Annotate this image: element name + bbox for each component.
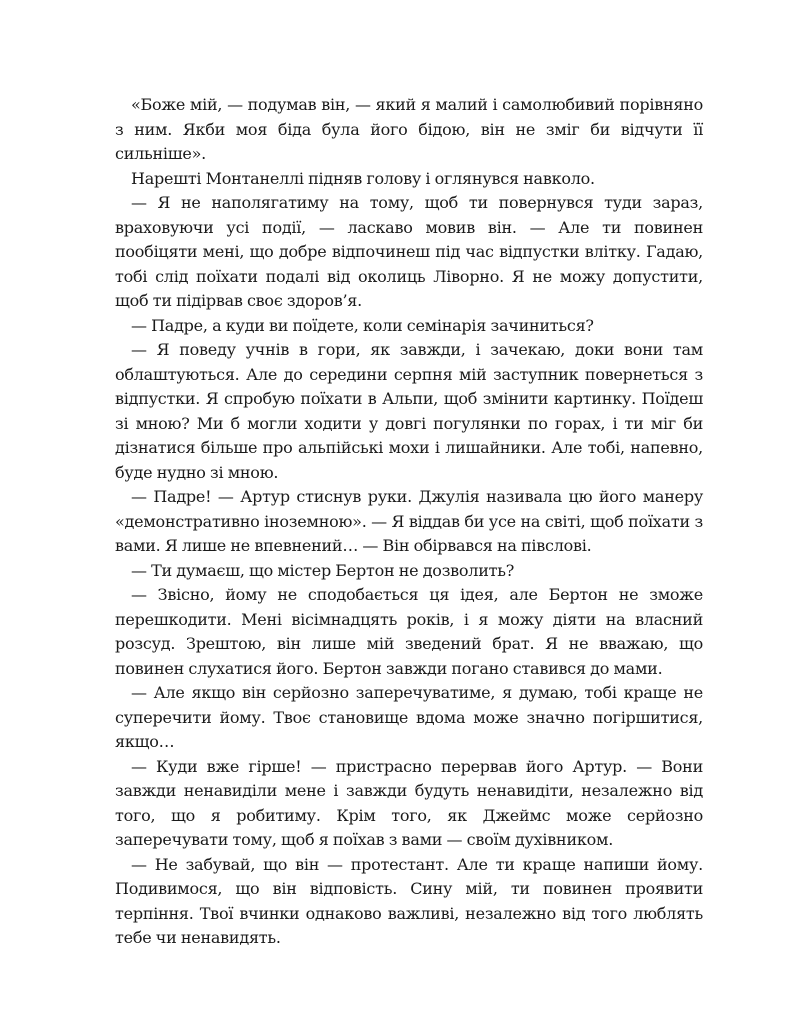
paragraph: — Я поведу учнів в гори, як завжди, і зачекаю, доки вони там облаштуються. Але до середини серпня мій заступник повернеться з відпустки. Я спробую поїхати в Альпи, щоб змінити картинку. Поїдеш зі мною? Ми б могли ходити у довгі погулянки по горах, і ти міг би дізнатися більше про альпійські мохи і лишайники. Але тобі, напевно, буде нудно зі мною. xyxy=(115,340,703,482)
paragraph: — Я не наполягатиму на тому, щоб ти повернувся туди зараз, враховуючи усі події, — ласкаво мовив він. — Але ти повинен пообіцяти мені, що добре відпочинеш під час відпустки влітку. Гадаю, тобі слід поїхати подалі від околиць Ліворно. Я не можу допустити, щоб ти підірвав своє здоров’я. xyxy=(115,193,703,310)
page-text xyxy=(115,93,703,951)
paragraph: — Не забувай, що він — протестант. Але ти краще напиши йому. Подивимося, що він відповість. Сину мій, ти повинен проявити терпіння. Твої вчинки однаково важливі, незалежно від того люблять тебе чи ненавидять. xyxy=(115,854,703,947)
paragraph: — Але якщо він серйозно заперечуватиме, я думаю, тобі краще не суперечити йому. Твоє становище вдома може значно погіршитися, якщо… xyxy=(115,683,703,751)
paragraph: — Падре! — Артур стиснув руки. Джулія називала цю його манеру «демонстративно іноземною». — Я віддав би усе на світі, щоб поїхати з вами. Я лише не впевнений… — Він обірвався на півслові. xyxy=(115,487,703,555)
paragraph: Нарешті Монтанеллі підняв голову і оглянувся навколо. xyxy=(131,168,595,188)
paragraph: «Боже мій, — подумав він, — який я малий і самолюбивий порівняно з ним. Якби моя біда була його бідою, він не зміг би відчути її сильніше». xyxy=(115,95,703,163)
paragraph: — Куди вже гірше! — пристрасно перервав його Артур. — Вони завжди ненавиділи мене і завжди будуть ненавидіти, незалежно від того, що я робитиму. Крім того, як Джеймс може серйозно заперечувати тому, щоб я поїхав з вами — своїм духівником. xyxy=(115,756,703,849)
paragraph: — Звісно, йому не сподобається ця ідея, але Бертон не зможе перешкодити. Мені вісімнадцять років, і я можу діяти на власний розсуд. Зрештою, він лише мій зведений брат. Я не вважаю, що повинен слухатися його. Бертон завжди погано ставився до мами. xyxy=(115,585,703,678)
paragraph: — Ти думаєш, що містер Бертон не дозволить? xyxy=(131,560,515,580)
paragraph: — Падре, а куди ви поїдете, коли семінарія зачиниться? xyxy=(131,315,594,335)
